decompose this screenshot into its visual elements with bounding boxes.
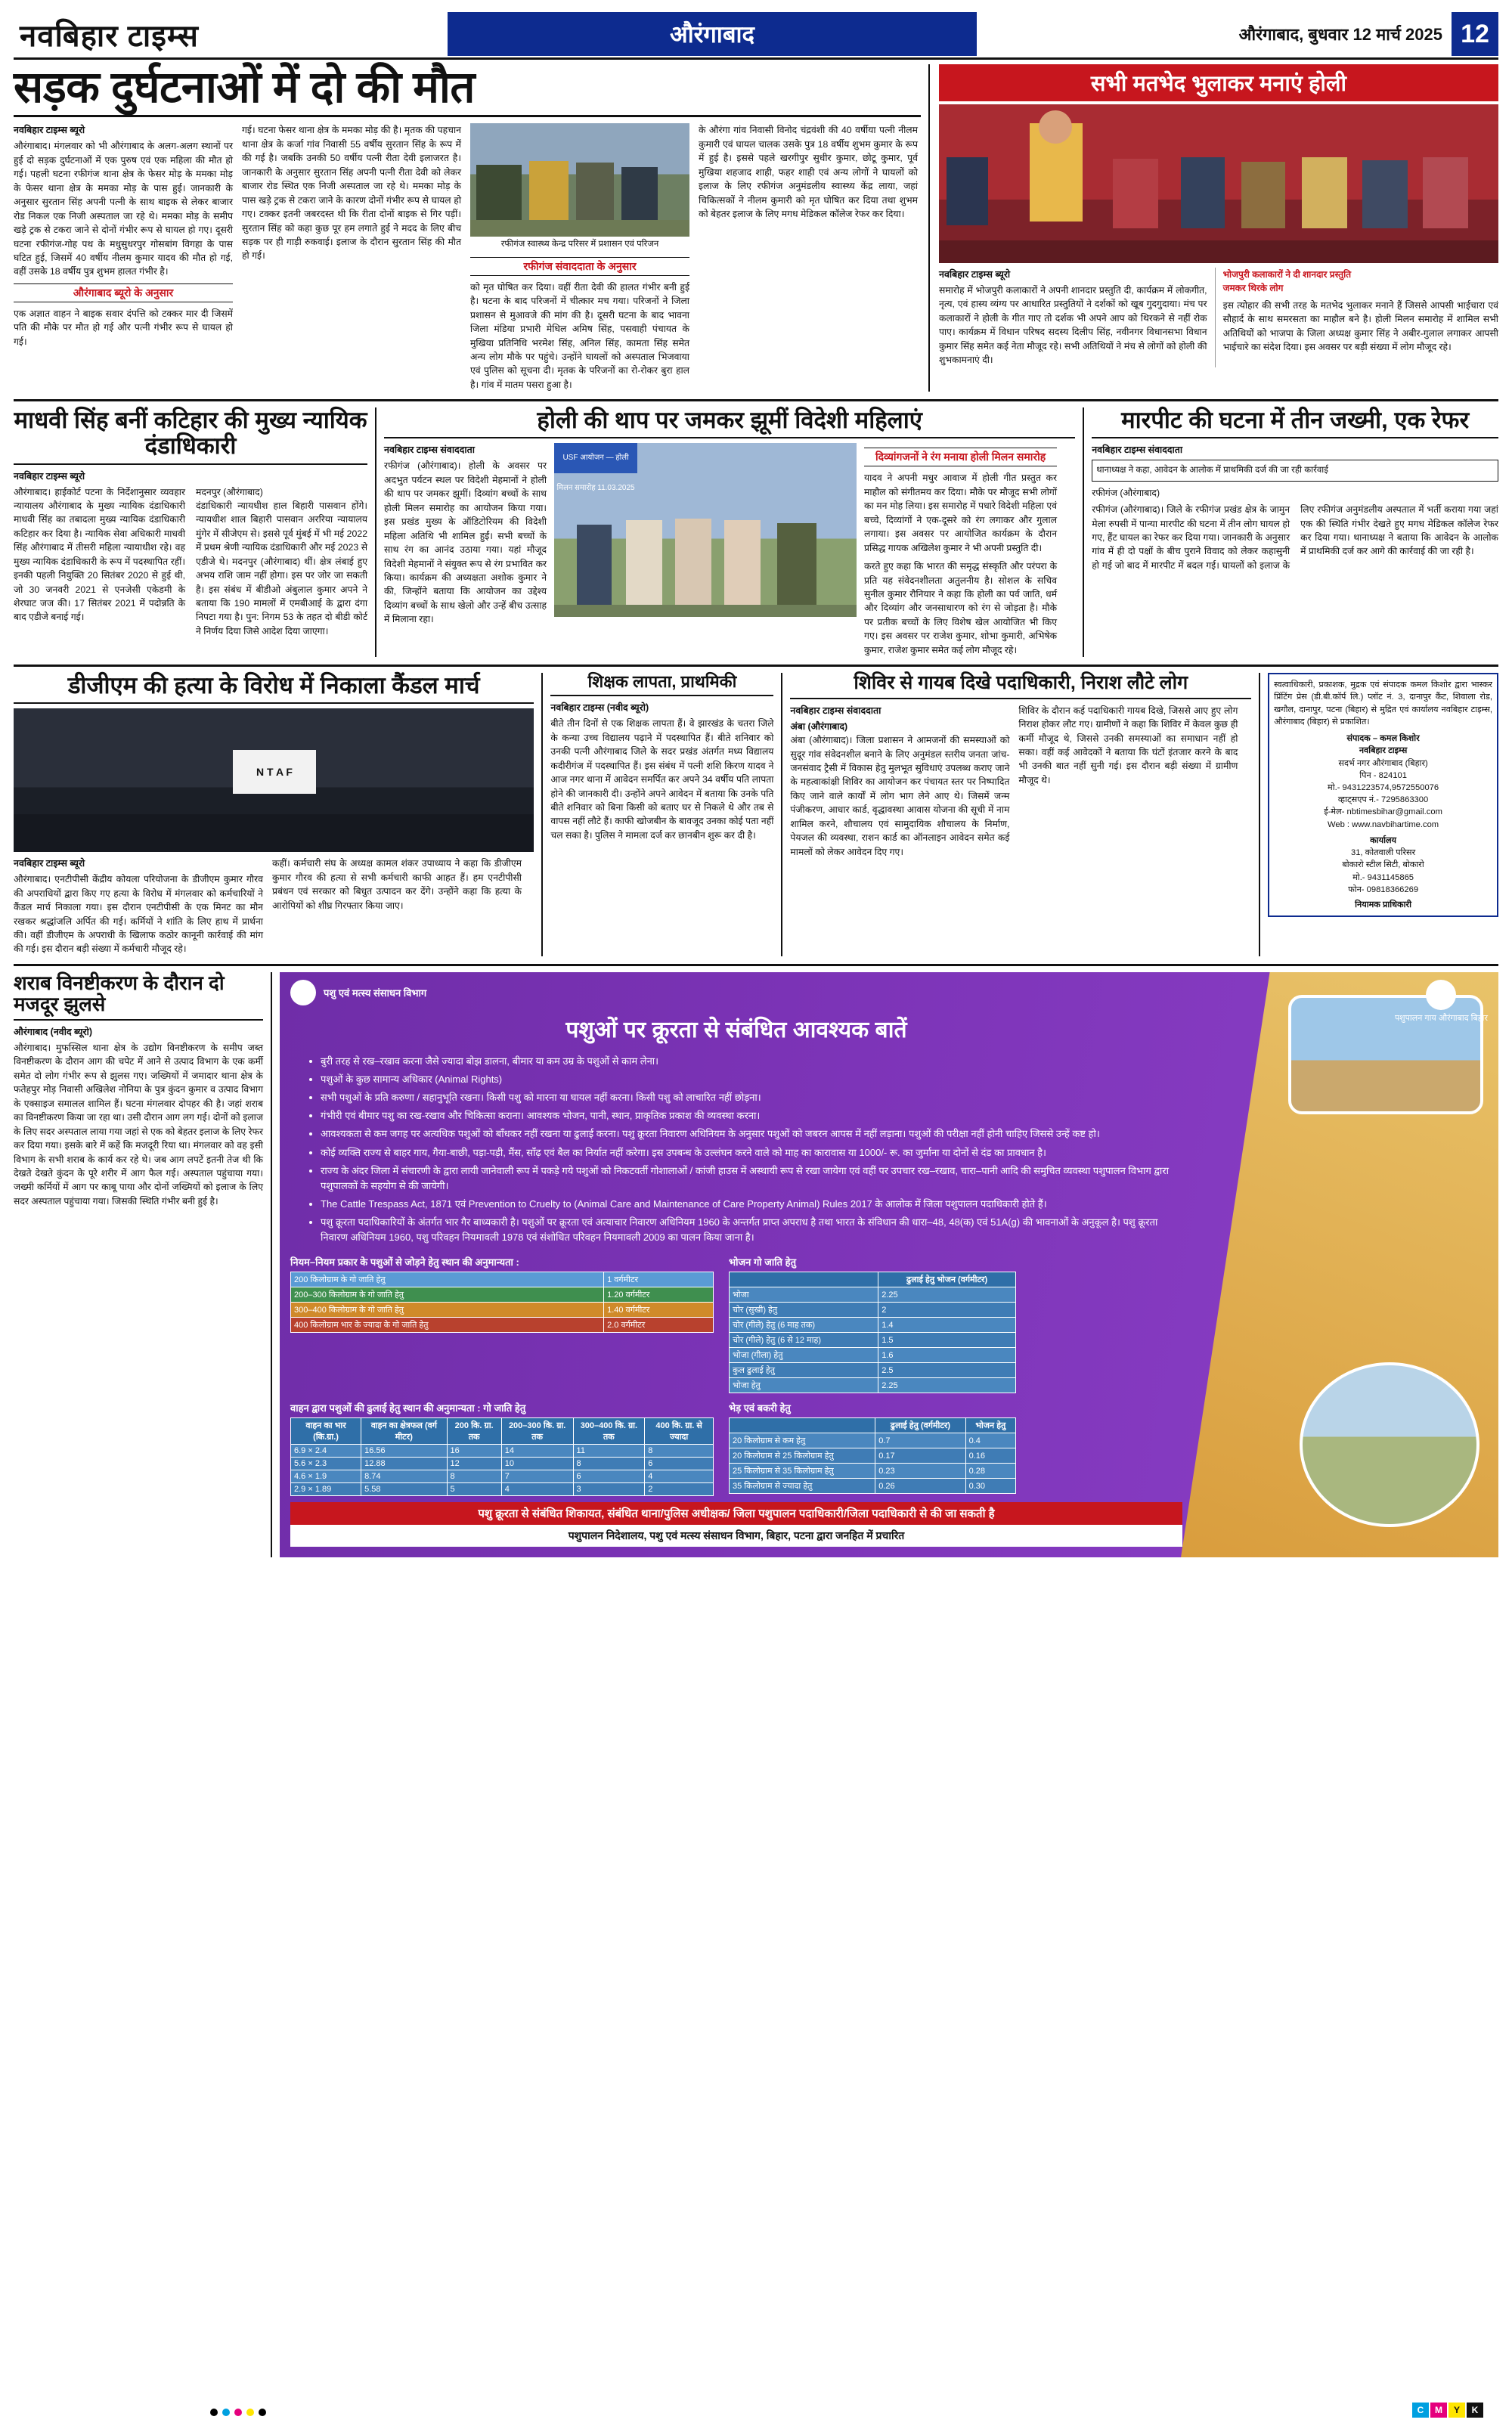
table-feed-cattle <box>729 1272 1016 1393</box>
t3-r2-c3: 7 <box>501 1470 573 1483</box>
imprint-office-2: बोकारो स्टील सिटी, बोकारो <box>1342 860 1424 870</box>
t2-r0-c0: भोजा <box>730 1287 878 1303</box>
t2-r2-c0: चोर (गीले) हेतु (6 माह तक) <box>730 1318 878 1333</box>
cmyk-y: Y <box>1448 2403 1465 2418</box>
sharab-headline: शराब विनष्टीकरण के दौरान दो मजदूर झुलसे <box>14 972 263 1021</box>
t4-r3-c2: 0.30 <box>965 1479 1015 1494</box>
holi-mid-photo-banner: USF आयोजन — होली मिलन समारोह 11.03.2025 <box>554 443 637 473</box>
t1-r3-c1: 2.0 वर्गमीटर <box>604 1318 714 1333</box>
t4-r1-c1: 0.17 <box>875 1448 965 1464</box>
lead-headline: सड़क दुर्घटनाओं में दो की मौत <box>14 64 921 117</box>
dept-emblem-right-icon <box>1426 980 1456 1010</box>
marpit-text-1: रफीगंज (औरंगाबाद)। जिले के रफीगंज प्रखंड क्षेत्र के जामुन मेला रुपसी में पान्या मारपीट की घटना में तीन लोग घायल हो गए, हैंट घायल का रेफर कर दिया गया। जानकारी के अनुसार गांव में ही दो पक्षों के बीच पुराने विवाद को लेकर कहासुनी हो गई जो बाद में मारपीट में बदल गई। घायलों को इलाज के लिए रफीगंज अनुमंडलीय अस्पताल में भर्ती कराया गया जहां एक की स्थिति गंभीर देखते हुए मगध मेडिकल कॉलेज रेफर कर दिया गया। थानाध्यक्ष ने बताया कि आवेदन के आलोक में प्राथमिकी दर्ज कर आगे की कार्रवाई की जा रही है। <box>1092 504 1498 571</box>
imprint-mobile: मो.- 9431223574,9572550076 <box>1328 783 1439 792</box>
imprint-whatsapp: व्हाट्सएप नं.- 7295863300 <box>1337 795 1429 805</box>
candle-headline: डीजीएम की हत्या के विरोध में निकाला कैंडल मार्च <box>14 673 534 704</box>
holi-top-story <box>930 64 1498 392</box>
shivir-story <box>782 673 1260 956</box>
imprint-office-1: 31, कोतवाली परिसर <box>1350 848 1416 858</box>
t4-r2-c1: 0.23 <box>875 1464 965 1479</box>
bottom-section <box>14 964 1498 1558</box>
t3-r3-c2: 5 <box>447 1483 501 1496</box>
cmyk-k: K <box>1467 2403 1483 2418</box>
t2-r1-c1: 2 <box>878 1303 1016 1318</box>
t4-r0-c0: 20 किलोग्राम से कम हेतु <box>730 1433 875 1448</box>
animal-cruelty-advert <box>280 972 1498 1558</box>
table1-title: नियम–नियम प्रकार के पशुओं से जोड़ने हेतु स्थान की अनुमान्यता : <box>290 1256 519 1269</box>
lead-text-4: के औरंगा गांव निवासी विनोद चंद्रवंशी की 40 वर्षीया पत्नी नीलम कुमारी एवं घायल चालक उसके पुत्र 18 वर्षीय शुभम कुमार के रूप में हुई है। इससे पहले खरगीपुर सुधीर कुमार, छोटू कुमार, पूर्व मुखिया शहजाद शाही, फहर शाही एवं अन्य लोगों ने घायलों को इलाज के लिए रफीगंज अनुमंडलीय स्वास्थ्य केंद्र लाया, जहां चिकित्सकों ने नीलम कुमारी को मृत घोषित कर दिया तथा शुभम को बेहतर इलाज के लिए मगध मेडिकल कॉलेज रेफर कर दिया। <box>699 125 918 220</box>
shikshak-story <box>543 673 782 956</box>
t2-r6-c0: भोजा हेतु <box>730 1378 878 1393</box>
lead-subhead-2: रफीगंज संवाददाता के अनुसार <box>470 257 689 276</box>
t3-r0-c2: 16 <box>447 1445 501 1458</box>
t1-r0-c1: 1 वर्गमीटर <box>604 1272 714 1287</box>
third-section <box>14 665 1498 956</box>
holi-text-2: इस त्योहार की सभी तरह के मतभेद भुलाकर मनाने हैं जिससे आपसी भाईचारा एवं सौहार्द के साथ समरसता का माहौल बने है। होली मिलन समारोह में शामिल सभी अतिथियों को भाजपा के जिला अध्यक्ष कुमार सिंह ने अबीर-गुलाल लगाकर आपसी भाईचारे का संदेश दिया। इस अवसर पर बड़ी संख्या में लोग मौजूद रहे। <box>1222 300 1498 353</box>
t1-r3-c0: 400 किलोग्राम भार के ज्यादा के गो जाति हेतु <box>291 1318 604 1333</box>
candle-text: औरंगाबाद। एनटीपीसी केंद्रीय कोयला परियोजना के डीजीएम कुमार गौरव की अपराधियों द्वारा किए गए हत्या के विरोध में मंगलवार को कर्मचारियों ने कैंडल मार्च निकाला गया। इस दौरान एनटीपीसी के एक मिनट का मौन रखकर श्रद्धांजलि अर्पित की गई। कर्मियों ने शांति के लिए हाथ में प्रार्थना की। वहीं डीजीएम के अपराधी के खिलाफ कठोर कानूनी कार्रवाई की मांग की गई। इस दौरान बड़ी संख्या में कर्मचारी मौजूद रहे। <box>14 874 263 955</box>
imprint-address: सदर्भ नगर औरंगाबाद (बिहार) <box>1338 758 1428 768</box>
imprint-regulator: नियामक प्राधिकारी <box>1355 900 1412 910</box>
candle-photo-placard: N T A F <box>233 750 316 794</box>
marpit-story <box>1084 407 1498 657</box>
t3-h0: वाहन का भार (कि.ग्रा.) <box>291 1418 361 1445</box>
table-transport-space <box>290 1417 714 1496</box>
advert-title: पशुओं पर क्रूरता से संबंधित आवश्यक बातें <box>565 1017 907 1043</box>
imprint-editor: संपादक – कमल किशोर <box>1346 734 1420 744</box>
marpit-subhead: रफीगंज (औरंगाबाद) <box>1092 487 1160 498</box>
t3-r1-c3: 10 <box>501 1458 573 1470</box>
holi-bullet-1: जमकर थिरके लोग <box>1222 283 1284 293</box>
advert-point-4: • आवश्यकता से कम जगह पर अत्यधिक पशुओं को बाँधकर नहीं रखना या ढुलाई करना। पशु क्रूरता निवारण अधिनियम के अनुसार पशुओं को जबरन आपस में नहीं लड़ाना। पशुओं की परीक्षा नहीं होनी चाहिए जिससे उन्हें कष्ट हो। <box>321 1126 1182 1142</box>
shivir-text-1: अंबा (औरंगाबाद)। जिला प्रशासन ने आमजनों की समस्याओं को सुदूर गांव संवेदनशील बनाने के लिए अनुमंडल स्तरीय जनता जांच-जनसंवाद ट्रैसी में विकास हेतु मुलभूत सुविधाएं उपलब्ध कराए जाने के महत्वाकांक्षी शिविर का आयोजन कर पंचायत स्तर पर निष्पादित किए जाने वाले कार्यों में लोग भाग लेने आए थे। जिसमें जन्म पंजीकरण, आधार कार्ड, वृद्धावस्था आवास योजना की सूची में नाम शामिल करने, शौचालय एवं सामुदायिक शौचालय के निर्माण, पेयजल की व्यवस्था, राशन कार्ड का ऑनलाइन आवेदन समेत कई मामलों को लेकर आवेदन दिए गए। <box>790 735 1010 857</box>
t4-r0-c1: 0.7 <box>875 1433 965 1448</box>
shivir-text-2: शिविर के दौरान कई पदाधिकारी गायब दिखे, जिससे आए हुए लोग निराश होकर लौट गए। ग्रामीणों ने कहा कि शिविर में केवल कुछ ही कर्मी मौजूद थे, जिससे उनकी समस्याओं का समाधान नहीं हो सका। वहीं कई आवेदकों ने बताया कि घंटों इंतजार करने के बाद भी उनकी बात नहीं सुनी गई। इस दौरान बड़ी संख्या में ग्रामीण मौजूद थे। <box>1018 705 1238 785</box>
shivir-subhead: अंबा (औरंगाबाद) <box>790 720 848 732</box>
masthead <box>14 11 1498 60</box>
table-space-standing <box>290 1272 714 1333</box>
t1-r1-c1: 1.20 वर्गमीटर <box>604 1287 714 1303</box>
t2-r5-c1: 2.5 <box>878 1363 1016 1378</box>
holi-mid-story <box>376 407 1084 657</box>
lead-column-1 <box>14 123 233 392</box>
imprint-line-0: स्वत्वाधिकारी, प्रकाशक, मुद्रक एवं संपादक कमल किशोर द्वारा भास्कर प्रिंटिंग प्रेस (डी.बी.कॉर्प लि.) प्लॉट नं. 3, दानापुर कैंट, शिवाला रोड, खगौल, दानापुर, पटना (बिहार) से मुद्रित एवं कार्यालय नवबिहार टाइम्स, औरंगाबाद (बिहार) से प्रकाशित। <box>1274 680 1492 727</box>
marpit-highlight: थानाध्यक्ष ने कहा, आवेदन के आलोक में प्राथमिकी दर्ज की जा रही कार्रवाई <box>1092 460 1498 481</box>
page-number-badge: 12 <box>1452 12 1498 56</box>
lead-column-2 <box>242 123 461 392</box>
advert-photo-cows <box>1300 1362 1479 1527</box>
t2-r2-c1: 1.4 <box>878 1318 1016 1333</box>
lead-byline: नवबिहार टाइम्स ब्यूरो <box>14 125 85 136</box>
t2-r1-c0: चोर (सुखी) हेतु <box>730 1303 878 1318</box>
t2-r4-c1: 1.6 <box>878 1348 1016 1363</box>
imprint-office-mobile: मो.- 9431145865 <box>1352 872 1414 882</box>
dept-name-right: पशुपालन गाय औरंगाबाद बिहार <box>1394 1013 1488 1023</box>
marpit-headline: मारपीट की घटना में तीन जख्मी, एक रेफर <box>1092 407 1498 438</box>
t1-r1-c0: 200–300 किलोग्राम के गो जाति हेतु <box>291 1287 604 1303</box>
t2-r0-c1: 2.25 <box>878 1287 1016 1303</box>
holi-photo <box>939 104 1498 263</box>
t1-r2-c0: 300–400 किलोग्राम के गो जाति हेतु <box>291 1303 604 1318</box>
candle-text-2: कहीं। कर्मचारी संघ के अध्यक्ष कामल शंकर उपाध्याय ने कहा कि डीजीएम कुमार गौरव की हत्या से सभी कर्मचारी काफी आहत हैं। हम एनटीपीसी प्रबंधन एवं सरकार को बिधुत उत्पादन कर देंगे। उन्होंने कहा कि हत्या के आरोपियों को शीघ्र गिरफ्तार किया जाए। <box>272 858 522 911</box>
holi-text-1: समारोह में भोजपुरी कलाकारों ने अपनी शानदार प्रस्तुति दी, कार्यक्रम में लोकगीत, नृत्य, एवं हास्य व्यंग्य पर आधारित प्रस्तुतियों ने दर्शकों को खूब गुदगुदाया। मंच पर कलाकारों ने होली के गीत गाए तो दर्शक भी अपने आप को थिरकने से नहीं रोक पाए। कार्यक्रम में विधान परिषद सदस्य दिलीप सिंह, नवीनगर विधानसभा विधान कुमार सिंह समेत कई नेता मौजूद रहे। सभी अतिथियों ने मंच से लोगों को होली की शुभकामनाएं दी। <box>939 285 1207 366</box>
masthead-date: औरंगाबाद, बुधवार 12 मार्च 2025 <box>1238 25 1442 44</box>
t3-r2-c5: 4 <box>645 1470 714 1483</box>
t4-r2-c2: 0.28 <box>965 1464 1015 1479</box>
table4-title: भेड़ एवं बकरी हेतु <box>729 1402 791 1414</box>
cmyk-m: M <box>1430 2403 1447 2418</box>
t3-r0-c5: 8 <box>645 1445 714 1458</box>
t4-r2-c0: 25 किलोग्राम से 35 किलोग्राम हेतु <box>730 1464 875 1479</box>
lead-text-2: गई। घटना फेसर थाना क्षेत्र के ममका मोड़ की है। मृतक की पहचान थाना क्षेत्र के कर्जा गांव निवासी 55 वर्षीय सुरतान सिंह के रूप में की गई है। जबकि उनकी 50 वर्षीय पत्नी रीता देवी इलाजरत है। जानकारी के अनुसार सुरतान सिंह अपनी पत्नी रीता देवी को लेकर बाजार रोड स्थित एक निजी अस्पताल जा रहे थे। ममका मोड़ के पास खड़े ट्रक से टकरा जाने के कारण दोनों गंभीर रूप से घायल हो गए। टक्कर इतनी जबरदस्त थी कि रीता दोनों बाइक से गिर पड़ीं। सुरतान सिंह को कहा कुछ पूर हम लगाते हुई ने मदद के लिए बीच सड़क पर ही गाड़ी रुकवाई। इलाज के दौरान सुरतान सिंह की मौत हो गई। <box>242 125 461 262</box>
t2-r3-c1: 1.5 <box>878 1333 1016 1348</box>
candle-byline: नवबिहार टाइम्स ब्यूरो <box>14 858 85 869</box>
t3-r1-c2: 12 <box>447 1458 501 1470</box>
holi-mid-headline: होली की थाप पर जमकर झूमीं विदेशी महिलाएं <box>384 407 1075 438</box>
t2-r5-c0: कुल ढुलाई हेतु <box>730 1363 878 1378</box>
t3-r1-c4: 8 <box>573 1458 645 1470</box>
t2-h1: ढुलाई हेतु भोजन (वर्गमीटर) <box>878 1272 1016 1287</box>
advert-point-7: • The Cattle Trespass Act, 1871 एवं Prevention to Cruelty to (Animal Care and Maintenance of Care Property Animal) Rules 2017 के आलोक में जिला पशुपालन पदाधिकारी होते हैं। <box>321 1197 1182 1212</box>
cmyk-colorbar <box>1412 2403 1483 2418</box>
holi-mid-text-3: करते हुए कहा कि भारत की समृद्ध संस्कृति और परंपरा के प्रति यह संवेदनशीलता अतुलनीय है। सोशल के सचिव सुनील कुमार रौनियार ने कहा कि होली का पर्व जाति, धर्म और दिव्यांग और जनसाधारण को रंग से जोड़ता है। मौके पर प्रतीक बच्चों के लिए विशेष खेल आयोजित भी किए गए। इस अवसर पर राजेश कुमार, शोभा कुमारी, अभिषेक कुमार, राजेश कुमार समेत कई लोग मौजूद रहे। <box>864 561 1058 655</box>
t3-h5: 400 कि. ग्रा. से ज्यादा <box>645 1418 714 1445</box>
t2-h0 <box>730 1272 878 1287</box>
madhvi-subhead: मदनपुर (औरंगाबाद) <box>196 486 263 497</box>
table2-title: भोजन गो जाति हेतु <box>729 1256 796 1269</box>
t4-r3-c1: 0.26 <box>875 1479 965 1494</box>
shivir-byline: नवबिहार टाइम्स संवाददाता <box>790 705 881 716</box>
t3-h3: 200–300 कि. ग्रा. तक <box>501 1418 573 1445</box>
lead-subhead: औरंगाबाद ब्यूरो के अनुसार <box>14 283 233 302</box>
t2-r6-c1: 2.25 <box>878 1378 1016 1393</box>
holi-mid-subhead: दिव्यांगजनों ने रंग मनाया होली मिलन समारोह <box>864 448 1057 466</box>
candle-photo <box>14 708 534 852</box>
second-section <box>14 399 1498 657</box>
lead-photo-caption: रफीगंज स्वास्थ्य केन्द्र परिसर में प्रशासन एवं परिजन <box>500 240 659 249</box>
t2-r4-c0: भोजा (गीला) हेतु <box>730 1348 878 1363</box>
t3-r3-c5: 2 <box>645 1483 714 1496</box>
candle-story <box>14 673 543 956</box>
t3-r0-c1: 16.56 <box>361 1445 447 1458</box>
imprint-paper: नवबिहार टाइम्स <box>1359 746 1408 756</box>
lead-story <box>14 64 930 392</box>
holi-mid-photo <box>554 443 857 617</box>
t3-r2-c4: 6 <box>573 1470 645 1483</box>
holi-mid-byline: नवबिहार टाइम्स संवाददाता <box>384 445 475 456</box>
t3-h4: 300–400 कि. ग्रा. तक <box>573 1418 645 1445</box>
shikshak-headline: शिक्षक लापता, प्राथमिकी <box>550 673 773 696</box>
madhvi-byline: नवबिहार टाइम्स ब्यूरो <box>14 470 85 482</box>
top-section <box>14 64 1498 392</box>
imprint-email: ई-मेल- nbtimesbihar@gmail.com <box>1324 807 1442 817</box>
holi-bullet-0: भोजपुरी कलाकारों ने दी शानदार प्रस्तुति <box>1222 269 1352 280</box>
t3-r3-c3: 4 <box>501 1483 573 1496</box>
registration-dots <box>210 2409 266 2416</box>
advert-point-3: • गंभीरी एवं बीमार पशु का रख-रखाव और चिकित्सा कराना। आवश्यक भोजन, पानी, स्थान, प्राकृतिक प्रकाश की व्यवस्था करना। <box>321 1108 1182 1123</box>
masthead-logo: नवबिहार टाइम्स <box>20 19 199 53</box>
imprint-web: Web : www.navbihartime.com <box>1327 819 1439 829</box>
t3-r2-c2: 8 <box>447 1470 501 1483</box>
table-sheep-goat <box>729 1417 1016 1494</box>
madhvi-text-1: औरंगाबाद। हाईकोर्ट पटना के निर्देशानुसार व्यवहार न्यायालय औरंगाबाद के मुख्य न्यायिक दंडाधिकारी माधवी सिंह का तबादला मुख्य न्यायिक दंडाधिकारी कटिहार कर दिया है। न्यायिक सेवा अधिकारी माधवी सिंह औरंगाबाद में तीसरी महिला न्यायाधीश रहे। वह मुख्य न्यायिक दंडाधिकारी के रूप में पदस्थापित रहीं। इनकी पहली नियुक्ति 20 सितंबर 2020 से हुई थी, जो 30 जनवरी 2021 से एनजेसी एकेडमी के शेरघाट जज की। 17 सितंबर 2021 में पदोन्नति के बाद एडीजे बनाई गई। <box>14 486 186 623</box>
t3-h2: 200 कि. ग्रा. तक <box>447 1418 501 1445</box>
madhvi-headline: माधवी सिंह बनीं कटिहार की मुख्य न्यायिक दंडाधिकारी <box>14 407 367 464</box>
t2-r3-c0: चोर (गीले) हेतु (6 से 12 माह) <box>730 1333 878 1348</box>
advert-publisher-line: पशुपालन निदेशालय, पशु एवं मत्स्य संसाधन विभाग, बिहार, पटना द्वारा जनहित में प्रचारित <box>290 1525 1182 1547</box>
t3-r1-c5: 6 <box>645 1458 714 1470</box>
lead-text-1: औरंगाबाद। मंगलवार को भी औरंगाबाद के अलग-अलग स्थानों पर हुई दो सड़क दुर्घटनाओं में एक पुरुष एवं एक महिला की मौत हो गई। पहली घटना रफीगंज थाना क्षेत्र के फेसर मोड़ के ममका मोड़ के फेसर थाना क्षेत्र के ममका मोड़ के पास हुई। जानकारी के अनुसार सुरतान सिंह अपनी पत्नी के साथ बाइक से लेकर बाजार रोड निकल एक निजी अस्पताल जा रहे थे। ममका मोड़ के समीप खड़े ट्रक से टकरा जाने से दोनों गंभीर रूप से घायल हो गए। दूसरी घटना रफीगंज-गोह पथ के मधुसुधरपुर गोसबांग विगहा के पास घटित हुई, जिसमें 40 वर्षीय नीलम कुमार यादव की मौत हो गई, वहीं उसके 18 वर्षीय पुत्र शुभम हालत गंभीर है। <box>14 141 233 277</box>
t4-h2: भोजन हेतु <box>965 1418 1015 1433</box>
holi-mid-text-1: रफीगंज (औरंगाबाद)। होली के अवसर पर अदभुत पर्यटन स्थल पर विदेशी मेहमानों ने होली की थाप पर जमकर झूमीं। दिव्यांग बच्चों के साथ होली मिलन समारोह का आयोजन किया गया। इस प्रखंड मुख्य के ऑडिटोरियम की विदेशी महिला अतिथि भी शामिल हुईं। सभी बच्चों के साथ रंग का आनंद उठाया गया। यहां मौजूद विदेशी मेहमानों ने संयुक्त रूप से रंग प्रभावित कर किया। कार्यक्रम की अध्यक्षता अशोक कुमार ने की, जिन्होंने बताया कि आयोजन का उद्देश्य दिव्यांग बच्चों के साथ खेलो और उन्हें बीच उत्साह में मिलाना रहा। <box>384 460 547 625</box>
holi-mid-text-2: यादव ने अपनी मधुर आवाज में होली गीत प्रस्तुत कर माहौल को संगीतमय कर दिया। मौके पर मौजूद सभी लोगों का मन मोह लिया। इस समारोह में पधारे विदेशी महिला एवं बच्चे, दिव्यांगों ने एक-दूसरे को रंग लगाकर और गुलाल लगाया। इस अवसर पर आयोजित कार्यक्रम के दौरान प्रसिद्ध गायक अखिलेश कुमार ने भी अपनी प्रस्तुति दी। <box>864 472 1058 553</box>
shikshak-text: बीते तीन दिनों से एक शिक्षक लापता हैं। वे झारखंड के चतरा जिले के कन्या उच्च विद्यालय पढ़ाने में पदस्थापित हैं। बीते शनिवार को उनकी पत्नी औरंगाबाद जिले के सदर प्रखंड अंतर्गत मध्य विद्यालय कदीरीगंज में पदस्थापित हैं। इस संबंध में पत्नी शशि किरण यादव ने आज नगर थाना में आवेदन समर्पित कर अपने 34 वर्षीय पति लापता होने की जानकारी दी। उन्होंने अपने आवेदन में बताया कि उनके पति बीते शनिवार को बिना किसी को बताए घर से निकले थे और तब से वापस नहीं लौटे हैं। काफी खोजबीन के बावजूद उनका कोई पता नहीं चल सका है। पुलिस ने मामला दर्ज कर छानबीन शुरू कर दी है। <box>550 718 774 841</box>
lead-text-1b: एक अज्ञात वाहन ने बाइक सवार दंपत्ति को टक्कर मार दी जिसमें पति की मौके पर मौत हो गई और पत्नी गंभीर रूप से घायल हो गई। <box>14 308 233 347</box>
dept-emblem-icon <box>290 980 316 1005</box>
advert-point-1: • पशुओं के कुछ सामान्य अधिकार (Animal Rights) <box>321 1072 1182 1087</box>
t3-r1-c1: 12.88 <box>361 1458 447 1470</box>
advert-point-8: • पशु क्रूरता पदाधिकारियों के अंतर्गत भार गैर बाध्यकारी है। पशुओं पर क्रूरता एवं अत्याचार निवारण अधिनियम 1960 के अन्तर्गत प्राप्त अपराध है तथा भारत के संविधान की धारा–48, 48(क) एवं 51A(g) की भावनाओं के अनुकूल है। पशु क्रूरता निवारण अधिनियम 1960, पशु परिवहन नियमावली 1978 एवं संशोधित परिवहन नियमावली 2009 का पालन किया जाना है। <box>321 1215 1182 1245</box>
imprint-office-phone: फोन- 09818366269 <box>1348 885 1419 894</box>
t3-r2-c1: 8.74 <box>361 1470 447 1483</box>
marpit-byline: नवबिहार टाइम्स संवाददाता <box>1092 445 1183 456</box>
holi-byline: नवबिहार टाइम्स ब्यूरो <box>939 269 1011 280</box>
t1-r2-c1: 1.40 वर्गमीटर <box>604 1303 714 1318</box>
holi-band-headline: सभी मतभेद भुलाकर मनाएं होली <box>939 64 1498 101</box>
sharab-byline: औरंगाबाद (नवीद ब्यूरो) <box>14 1027 93 1038</box>
madhvi-text-2: दंडाधिकारी न्यायधीश हाल बिहारी पासवान होंगे। न्यायधीश शाल बिहारी पासवान अररिया न्यायालय मुंगेर में सीजेएम से। इससे पूर्व मुंबई में भी मई 2022 में प्रथम श्रेणी न्यायिक दंडाधिकारी और मई 2023 से एडीजे थे। मदनपुर (औरंगाबाद) थीं। क्षेत्र लंबाई हुए अभय राशि जाम नहीं होगा। इस पर जोर जा सकती है। इस संबंध में बीडीओ अंबुलाल कुमार अपने ने बताया कि 190 मामलों में एमबीआई के द्वारा दंगा निपटा गया है। पुन: निगम 53 के तहत दो बीडी कोर्ट ने निर्णय दिया जिसे आदेश दिया जाएगा। <box>196 500 368 637</box>
t4-r1-c0: 20 किलोग्राम से 25 किलोग्राम हेतु <box>730 1448 875 1464</box>
cmyk-c: C <box>1412 2403 1429 2418</box>
t1-r0-c0: 200 किलोग्राम के गो जाति हेतु <box>291 1272 604 1287</box>
sharab-text: औरंगाबाद। मुफस्सिल थाना क्षेत्र के उद्योग विनष्टीकरण के समीप जब्त विनष्टीकरण के दौरान आग की चपेट में आने से उत्पाद विभाग के एक कर्मी समेत दो लोग गंभीर रूप से झुलस गए। जख्मियों में जमादार थाना क्षेत्र के फतेहपुर मोड़ निवासी अखिलेश नोनिया के पुत्र कुंदन कुमार व उत्पाद विभाग के एक्साइज समालल शामिल हैं। घटना मंगलवार दोपहर की है। जहां शराब का विनष्टीकरण किया जा रहा था। उसी दौरान आग लग गई। दोनों को इलाज के लिए सदर अस्पताल लाया गया जहां से एक को बेहतर इलाज के लिए रेफर कर दिया गया। इसके बारे में कहें कि मजदूरी रिया था। मंगलवार को वह इसी विभाग के सभी शराब के कार्य कर रहे थे। जब आग लपटें इतनी तेज थी कि देखते देखते कुंदन के पूरे शरीर में आग फैल गई। अस्पताल पहुंचाया गया। जख्मी कर्मियों में आग पर काबू पाया और दोनों जख्मियों को इलाज के लिए सदर अस्पताल पहुंचाया गया। जिसकी स्थिति गंभीर बनी हुई है। <box>14 1043 263 1207</box>
t4-r0-c2: 0.4 <box>965 1433 1015 1448</box>
t3-r0-c4: 11 <box>573 1445 645 1458</box>
t3-r2-c0: 4.6 × 1.9 <box>291 1470 361 1483</box>
t3-h1: वाहन का क्षेत्रफल (वर्ग मीटर) <box>361 1418 447 1445</box>
dept-name-top: पशु एवं मत्स्य संसाधन विभाग <box>324 987 427 999</box>
sharab-story <box>14 972 272 1558</box>
advert-complaint-line: पशु क्रूरता से संबंधित शिकायत, संबंधित थाना/पुलिस अधीक्षक/ जिला पशुपालन पदाधिकारी/जिला पदाधिकारी से की जा सकती है <box>290 1502 1182 1525</box>
imprint-office-label: कार्यालय <box>1370 835 1397 845</box>
imprint-pin: पिन - 824101 <box>1359 770 1407 780</box>
madhvi-story <box>14 407 376 657</box>
t3-r0-c3: 14 <box>501 1445 573 1458</box>
lead-text-3: को मृत घोषित कर दिया। वहीं रीता देवी की हालत गंभीर बनी हुई है। घटना के बाद परिजनों में चीत्कार मच गया। परिजनों ने जिला प्रशासन से मुआवजे की मांग की है। दूसरी घटना के बाद भावना जिला मंडिया प्रभारी मेधिल अमिष सिंह, पसवाही पंचायत के मुखिया प्रतिनिधि भरमेश सिंह, अनिल सिंह, कामता सिंह समेत अन्य लोग मौके पर पहुंचे। उन्होंने घायलों को अस्पताल भिजवाया एवं पुलिस को सूचना दी। मृतक के परिजनों का रो-रोकर बुरा हाल है। गांव में मातम पसरा हुआ है। <box>470 281 689 390</box>
lead-photo <box>470 123 689 237</box>
t3-r0-c0: 6.9 × 2.4 <box>291 1445 361 1458</box>
shivir-headline: शिविर से गायब दिखे पदाधिकारी, निराश लौटे लोग <box>790 673 1251 699</box>
advert-point-6: • राज्य के अंदर जिला में संचारणी के द्वारा लायी जानेवाली रूप में पकड़े गये पशुओं को निकटवर्ती गोशालाओं / कांजी हाउस में अस्थायी रूप से रखा जायेगा एवं वहीं पर उपचार रख–रखाव, चारा–पानी आदि की समुचित व्यवस्था पशुपालन विभाग द्वारा पशुपालकों के सहयोग से की जायेगी। <box>321 1163 1182 1194</box>
advert-point-2: • सभी पशुओं के प्रति करुणा / सहानुभूति रखना। किसी पशु को मारना या घायल नहीं करना। किसी पशु को लाचारित नहीं छोड़ना। <box>321 1090 1182 1105</box>
advert-point-0: • बुरी तरह से रख–रखाव करना जैसे ज्यादा बोझ डालना, बीमार या कम उम्र के पशुओं से काम लेना। <box>321 1054 1182 1069</box>
t4-h0 <box>730 1418 875 1433</box>
t3-r3-c4: 3 <box>573 1483 645 1496</box>
t3-r3-c0: 2.9 × 1.89 <box>291 1483 361 1496</box>
lead-column-4 <box>699 123 918 392</box>
imprint-block <box>1260 673 1498 956</box>
t4-h1: ढुलाई हेतु (वर्गमीटर) <box>875 1418 965 1433</box>
advert-points-list <box>290 1054 1182 1246</box>
shikshak-byline: नवबिहार टाइम्स (नवीद ब्यूरो) <box>550 702 649 714</box>
advert-photo-panel <box>1181 972 1498 1558</box>
t3-r3-c1: 5.58 <box>361 1483 447 1496</box>
t3-r1-c0: 5.6 × 2.3 <box>291 1458 361 1470</box>
masthead-city: औरंगाबाद <box>448 12 977 56</box>
t4-r1-c2: 0.16 <box>965 1448 1015 1464</box>
advert-point-5: • कोई व्यक्ति राज्य से बाहर गाय, गैया-बाछी, पड़ा-पड़ी, मैंस, साँढ़ एवं बैल का निर्यात नहीं करेगा। इस उपबन्ध के उल्लंघन करने वाले को माह का कारावास या 1000/- रू. का जुर्माना या दोनों से दंड का प्रावधान है। <box>321 1145 1182 1160</box>
lead-column-3 <box>470 123 689 392</box>
table3-title: वाहन द्वारा पशुओं की ढुलाई हेतु स्थान की अनुमान्यता : गो जाति हेतु <box>290 1402 526 1414</box>
t4-r3-c0: 35 किलोग्राम से ज्यादा हेतु <box>730 1479 875 1494</box>
